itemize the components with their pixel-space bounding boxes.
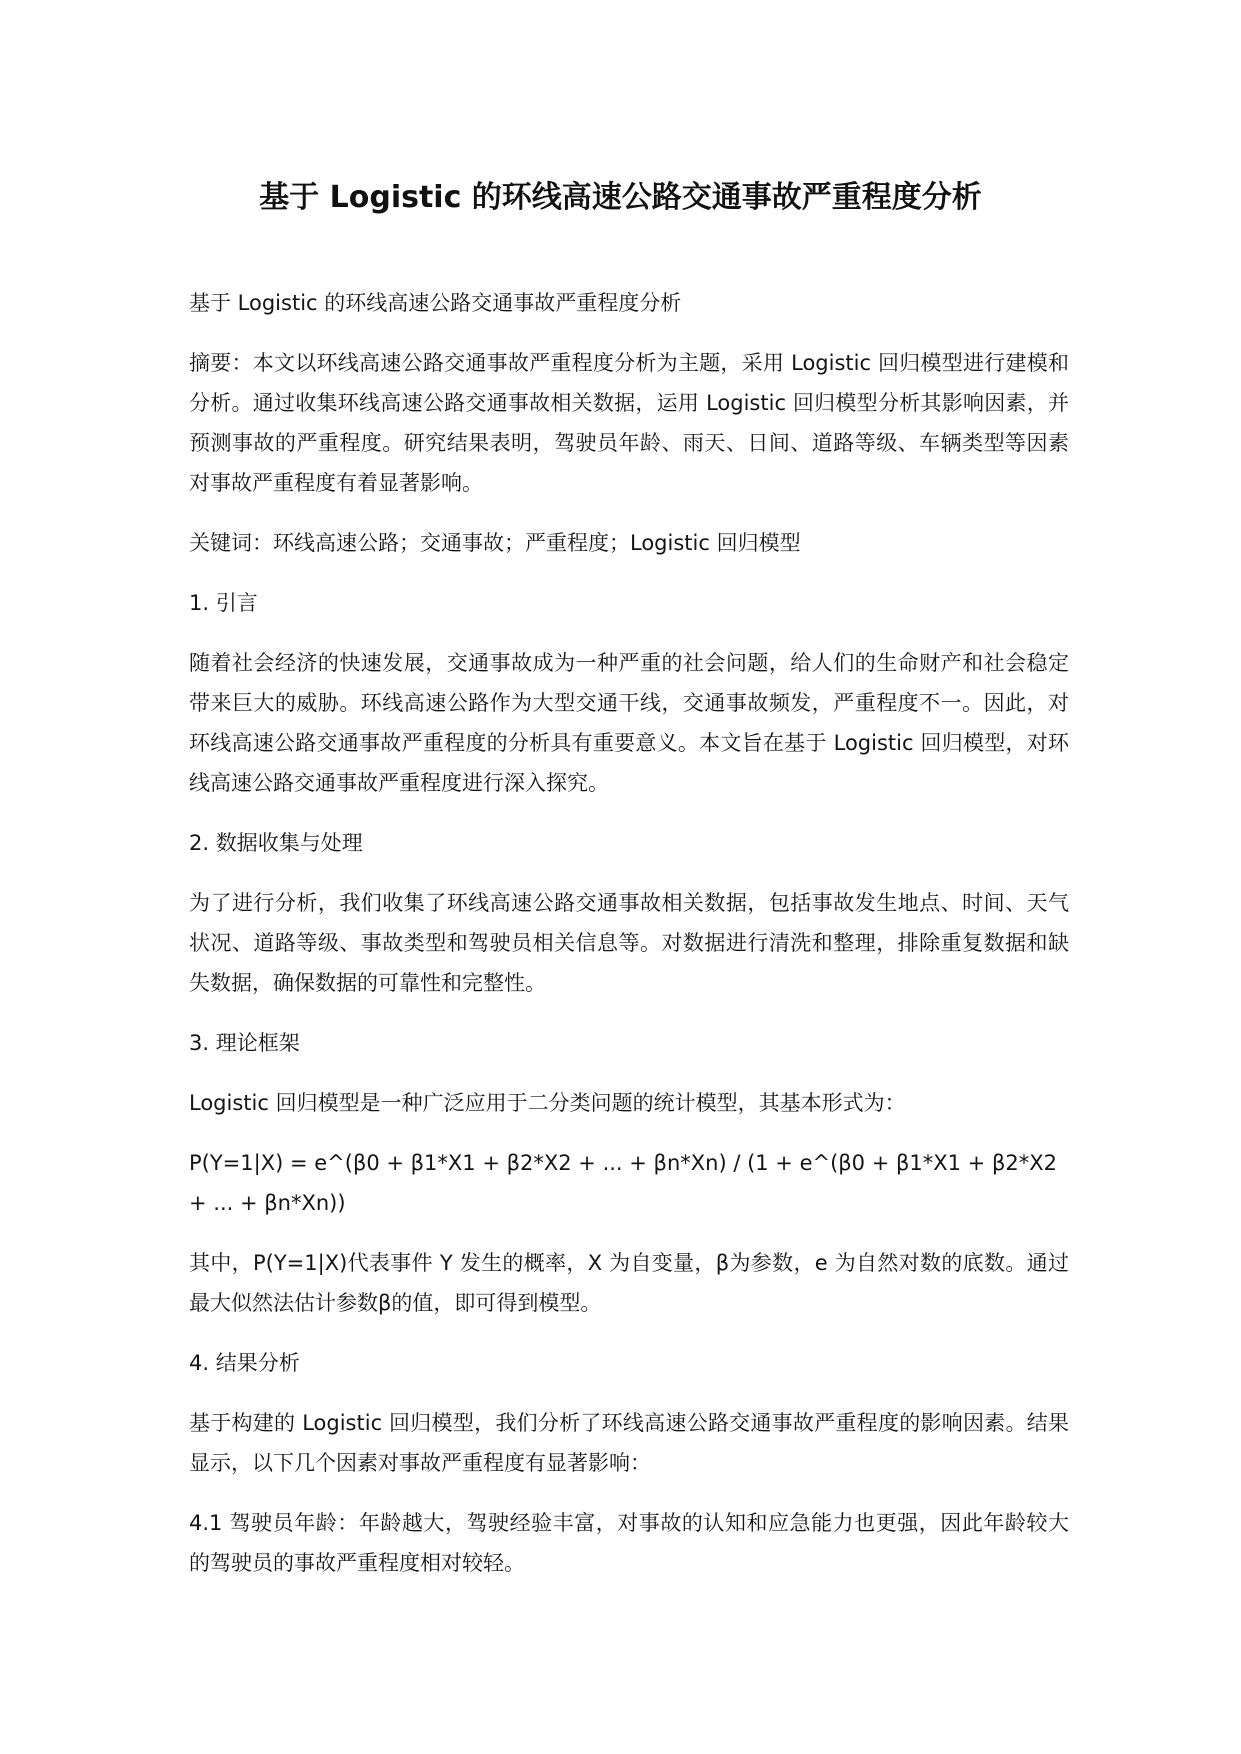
- section-heading-theory: 3. 理论框架: [189, 1031, 300, 1055]
- data-paragraph: 为了进行分析，我们收集了环线高速公路交通事故相关数据，包括事故发生地点、时间、天气状况、道路等级、事故类型和驾驶员相关信息等。对数据进行清洗和整理，排除重复数据和缺失数据，确保数据的可靠性和完整性。: [189, 891, 1069, 995]
- document-title: 基于 Logistic 的环线高速公路交通事故严重程度分析: [259, 180, 982, 215]
- section-heading-intro: 1. 引言: [189, 591, 258, 615]
- section-heading-data: 2. 数据收集与处理: [189, 831, 363, 855]
- logistic-formula: P(Y=1|X) = e^(β0 + β1*X1 + β2*X2 + ... + βn*Xn) / (1 + e^(β0 + β1*X1 + β2*X2 + ... + βn*Xn)): [189, 1151, 1057, 1215]
- section-heading-results: 4. 结果分析: [189, 1351, 300, 1375]
- document-subtitle: 基于 Logistic 的环线高速公路交通事故严重程度分析: [189, 291, 682, 315]
- results-paragraph: 基于构建的 Logistic 回归模型，我们分析了环线高速公路交通事故严重程度的影响因素。结果显示，以下几个因素对事故严重程度有显著影响：: [189, 1411, 1069, 1475]
- document-body: [189, 283, 1069, 1603]
- keywords-line: 关键词：环线高速公路；交通事故；严重程度；Logistic 回归模型: [189, 531, 801, 555]
- intro-paragraph: 随着社会经济的快速发展，交通事故成为一种严重的社会问题，给人们的生命财产和社会稳定带来巨大的威胁。环线高速公路作为大型交通干线，交通事故频发，严重程度不一。因此，对环线高速公路交通事故严重程度的分析具有重要意义。本文旨在基于 Logistic 回归模型，对环线高速公路交通事故严重程度进行深入探究。: [189, 651, 1069, 795]
- theory-explanation-paragraph: 其中，P(Y=1|X)代表事件 Y 发生的概率，X 为自变量，β为参数，e 为自然对数的底数。通过最大似然法估计参数β的值，即可得到模型。: [189, 1251, 1069, 1315]
- theory-intro-paragraph: Logistic 回归模型是一种广泛应用于二分类问题的统计模型，其基本形式为：: [189, 1091, 906, 1115]
- abstract-paragraph: 摘要：本文以环线高速公路交通事故严重程度分析为主题，采用 Logistic 回归模型进行建模和分析。通过收集环线高速公路交通事故相关数据，运用 Logistic 回归模型分析其影响因素，并预测事故的严重程度。研究结果表明，驾驶员年龄、雨天、日间、道路等级、车辆类型等因素对事故严重程度有着显著影响。: [189, 351, 1069, 495]
- results-item-4-1: 4.1 驾驶员年龄：年龄越大，驾驶经验丰富，对事故的认知和应急能力也更强，因此年龄较大的驾驶员的事故严重程度相对较轻。: [189, 1511, 1069, 1575]
